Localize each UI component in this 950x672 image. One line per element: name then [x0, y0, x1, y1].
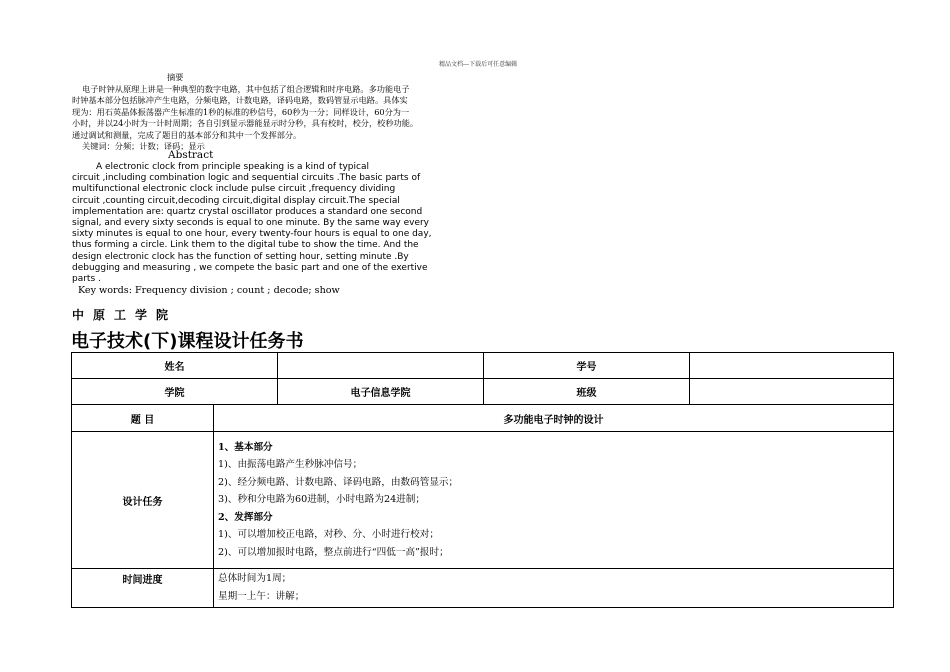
topic-label: 题 目 [72, 405, 214, 432]
task-table [71, 352, 894, 608]
abstract-cn-line: 时钟基本部分包括脉冲产生电路，分频电路，计数电路，译码电路，数码管显示电路。具体实 [72, 95, 408, 105]
class-value [690, 379, 894, 405]
abstract-cn-title: 摘要 [167, 72, 184, 82]
abstract-en-line: implementation are: quartz crystal oscillator produces a standard one second [72, 206, 423, 217]
abstract-en-line: design electronic clock has the function of setting hour, setting minute .By [72, 251, 409, 262]
abstract-en-line: signal, and every sixty seconds is equal to one minute. By the same way every [72, 218, 430, 229]
abstract-en-line: parts . [72, 274, 101, 285]
abstract-en-line: sixty minutes is equal to one hour, every twenty-four hours is equal to one day, [72, 229, 432, 240]
abstract-cn-line: 电子时钟从原理上讲是一种典型的数字电路，其中包括了组合逻辑和时序电路。多功能电子 [82, 83, 410, 94]
student-id-value [690, 353, 894, 379]
table-row [72, 569, 894, 608]
abstract-en-line: circuit ,counting circuit,decoding circuit,digital display circuit.The special [72, 195, 400, 206]
schedule-label: 时间进度 [72, 569, 214, 608]
schedule-line: 星期一上午：讲解； [218, 590, 305, 602]
table-row [72, 405, 894, 432]
abstract-en-keywords: Key words: Frequency division ; count ; decode; show [78, 285, 340, 297]
task-line: 3)、秒和分电路为60进制，小时电路为24进制； [218, 494, 425, 506]
college-value: 电子信息学院 [278, 379, 484, 405]
abstract-cn [72, 72, 472, 153]
abstract-cn-line: 小时，并以24小时为一计时周期；各自引到显示器能显示时分秒，具有校时，校分，校秒功能。 [72, 118, 419, 128]
name-value [278, 353, 484, 379]
abstract-en-line: multifunctional electronic clock include pulse circuit ,frequency dividing [72, 184, 396, 195]
student-id-label: 学号 [484, 353, 690, 379]
task-line: 2)、经分频电路、计数电路、译码电路，由数码管显示； [218, 476, 459, 488]
abstract-en [72, 148, 472, 297]
task-content [214, 432, 894, 569]
abstract-cn-keywords: 关键词：分频；计数；译码；显示 [82, 141, 205, 151]
college-label: 学院 [72, 379, 278, 405]
schedule-line: 总体时间为1周； [218, 573, 292, 584]
table-row [72, 379, 894, 405]
task-line: 1)、由振荡电路产生秒脉冲信号； [218, 459, 363, 471]
task-line: 1、基本部分 [218, 441, 273, 453]
task-line: 2、发挥部分 [218, 511, 273, 523]
abstract-en-title: Abstract [168, 149, 214, 161]
abstract-en-line: circuit ,including combination logic and sequential circuits .The basic parts of [72, 173, 421, 184]
abstract-cn-line: 通过调试和测量，完成了题目的基本部分和其中一个发挥部分。 [72, 129, 302, 140]
schedule-content [214, 569, 894, 608]
abstract-cn-line: 现为：用石英晶体振荡器产生标准的1秒的标准的秒信号，60秒为一分；同样设计，60分为一 [72, 106, 410, 117]
topic-value: 多功能电子时钟的设计 [214, 405, 894, 432]
table-row [72, 432, 894, 569]
task-label: 设计任务 [72, 432, 214, 569]
school-name: 中原工学院 [72, 308, 178, 322]
table-row [72, 353, 894, 379]
name-label: 姓名 [72, 353, 278, 379]
document-title: 电子技术(下)课程设计任务书 [71, 331, 304, 352]
header-note: 精品文档---下载后可任意编辑 [439, 61, 518, 68]
abstract-en-line: A electronic clock from principle speaking is a kind of typical [96, 162, 369, 172]
class-label: 班级 [484, 379, 690, 405]
task-line: 2)、可以增加报时电路，整点前进行“四低一高”报时； [218, 546, 449, 558]
abstract-en-line: thus forming a circle. Link them to the digital tube to show the time. And the [72, 240, 419, 251]
abstract-en-line: debugging and measuring , we compete the basic part and one of the exertive [72, 262, 428, 273]
task-line: 1)、可以增加校正电路，对秒、分、小时进行校对； [218, 529, 439, 541]
